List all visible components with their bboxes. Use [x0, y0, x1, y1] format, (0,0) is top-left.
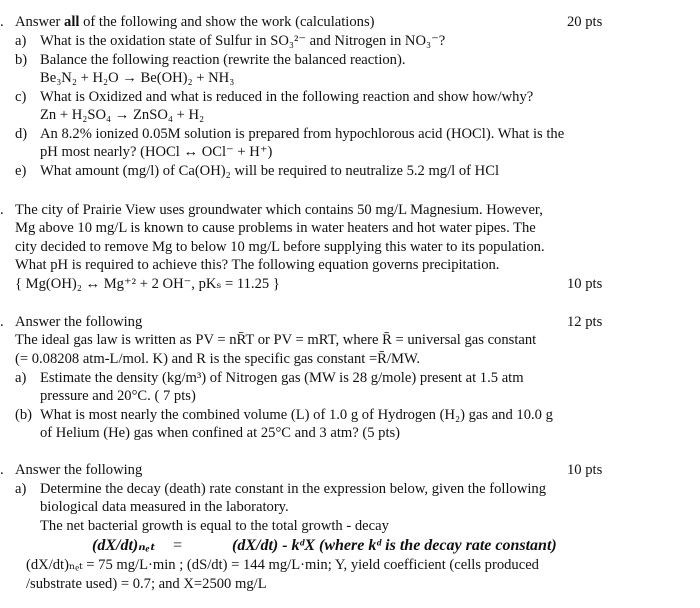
- q3-a-label: a): [15, 370, 27, 386]
- bullet-mark: .: [0, 314, 4, 330]
- equation-left: (dX/dt)ₙₑₜ: [92, 537, 156, 554]
- q3-b-label: (b): [15, 407, 33, 423]
- bullet-mark: .: [0, 462, 4, 478]
- q3-a-text-1: Estimate the density (kg/m³) of Nitrogen gas (MW is 28 g/mole) present at 1.5 atm: [40, 370, 524, 386]
- q1-a-label: a): [15, 33, 27, 49]
- bullet-mark: .: [0, 14, 4, 30]
- q4-a-text-2: biological data measured in the laboratory.: [40, 499, 289, 515]
- equation-equals: =: [172, 537, 183, 554]
- q2-equation: { Mg(OH)₂ ↔ Mg⁺² + 2 OH⁻, pKₛ = 11.25 }: [15, 276, 280, 292]
- equation-right: (dX/dt) - kᵈX (where kᵈ is the decay rate constant): [232, 537, 557, 554]
- q3-points: 12 pts: [567, 314, 603, 330]
- q4-heading: Answer the following: [15, 462, 143, 478]
- q2-line-1: The city of Prairie View uses groundwater which contains 50 mg/L Magnesium. However,: [15, 202, 543, 218]
- q4-points: 10 pts: [567, 462, 603, 478]
- q1-heading-bold: all: [64, 14, 80, 30]
- q2-line-4: What pH is required to achieve this? The following equation governs precipitation.: [15, 257, 500, 273]
- q4-a-text-1: Determine the decay (death) rate constant in the expression below, given the following: [40, 481, 547, 497]
- q4-a-label: a): [15, 481, 27, 497]
- q1-c-label: c): [15, 89, 27, 105]
- q2-points: 10 pts: [567, 276, 603, 292]
- bullet-mark: .: [0, 202, 4, 218]
- q3-line-2: (= 0.08208 atm-L/mol. K) and R is the specific gas constant =R̄/MW.: [15, 351, 421, 367]
- q1-a-text: What is the oxidation state of Sulfur in SO₃²⁻ and Nitrogen in NO₃⁻?: [40, 33, 446, 49]
- q4-data-2: /substrate used) = 0.7; and X=2500 mg/L: [26, 576, 267, 592]
- q1-points: 20 pts: [567, 14, 603, 30]
- q1-e-label: e): [15, 163, 27, 179]
- q4-data-1: (dX/dt)ₙₑₜ = 75 mg/L·min ; (dS/dt) = 144 mg/L·min; Y, yield coefficient (cells produced: [26, 557, 539, 573]
- q1-b-text: Balance the following reaction (rewrite the balanced reaction).: [40, 52, 406, 68]
- q4-a-text-3: The net bacterial growth is equal to the total growth - decay: [40, 518, 389, 534]
- q1-c-text: What is Oxidized and what is reduced in the following reaction and show how/why?: [40, 89, 534, 105]
- q1-d-label: d): [15, 126, 28, 142]
- q3-line-1: The ideal gas law is written as PV = nR̄T or PV = mRT, where R̄ = universal gas constant: [15, 332, 537, 348]
- q1-b-equation: Be₃N₂ + H₂O → Be(OH)₂ + NH₃: [40, 70, 235, 86]
- q2-line-2: Mg above 10 mg/L is known to cause problems in water heaters and hot water pipes. The: [15, 220, 536, 236]
- q1-heading-post: of the following and show the work (calculations): [79, 14, 375, 30]
- q1-e-text: What amount (mg/l) of Ca(OH)₂ will be required to neutralize 5.2 mg/l of HCl: [40, 163, 499, 179]
- q3-heading: Answer the following: [15, 314, 143, 330]
- q1-heading-pre: Answer: [15, 14, 65, 30]
- q3-b-text-2: of Helium (He) gas when confined at 25°C and 3 atm? (5 pts): [40, 425, 401, 441]
- q1-c-equation: Zn + H₂SO₄ → ZnSO₄ + H₂: [40, 107, 205, 123]
- q1-d-text-1: An 8.2% ionized 0.05M solution is prepared from hypochlorous acid (HOCl). What is the: [40, 126, 565, 142]
- q3-a-text-2: pressure and 20°C. ( 7 pts): [40, 388, 196, 404]
- q1-d-text-2: pH most nearly? (HOCl ↔ OCl⁻ + H⁺): [40, 144, 273, 160]
- q3-b-text-1: What is most nearly the combined volume (L) of 1.0 g of Hydrogen (H₂) gas and 10.0 g: [40, 407, 553, 423]
- q2-line-3: city decided to remove Mg to below 10 mg/L before supplying this water to its population.: [15, 239, 545, 255]
- q1-b-label: b): [15, 52, 28, 68]
- q1-heading: [15, 14, 375, 31]
